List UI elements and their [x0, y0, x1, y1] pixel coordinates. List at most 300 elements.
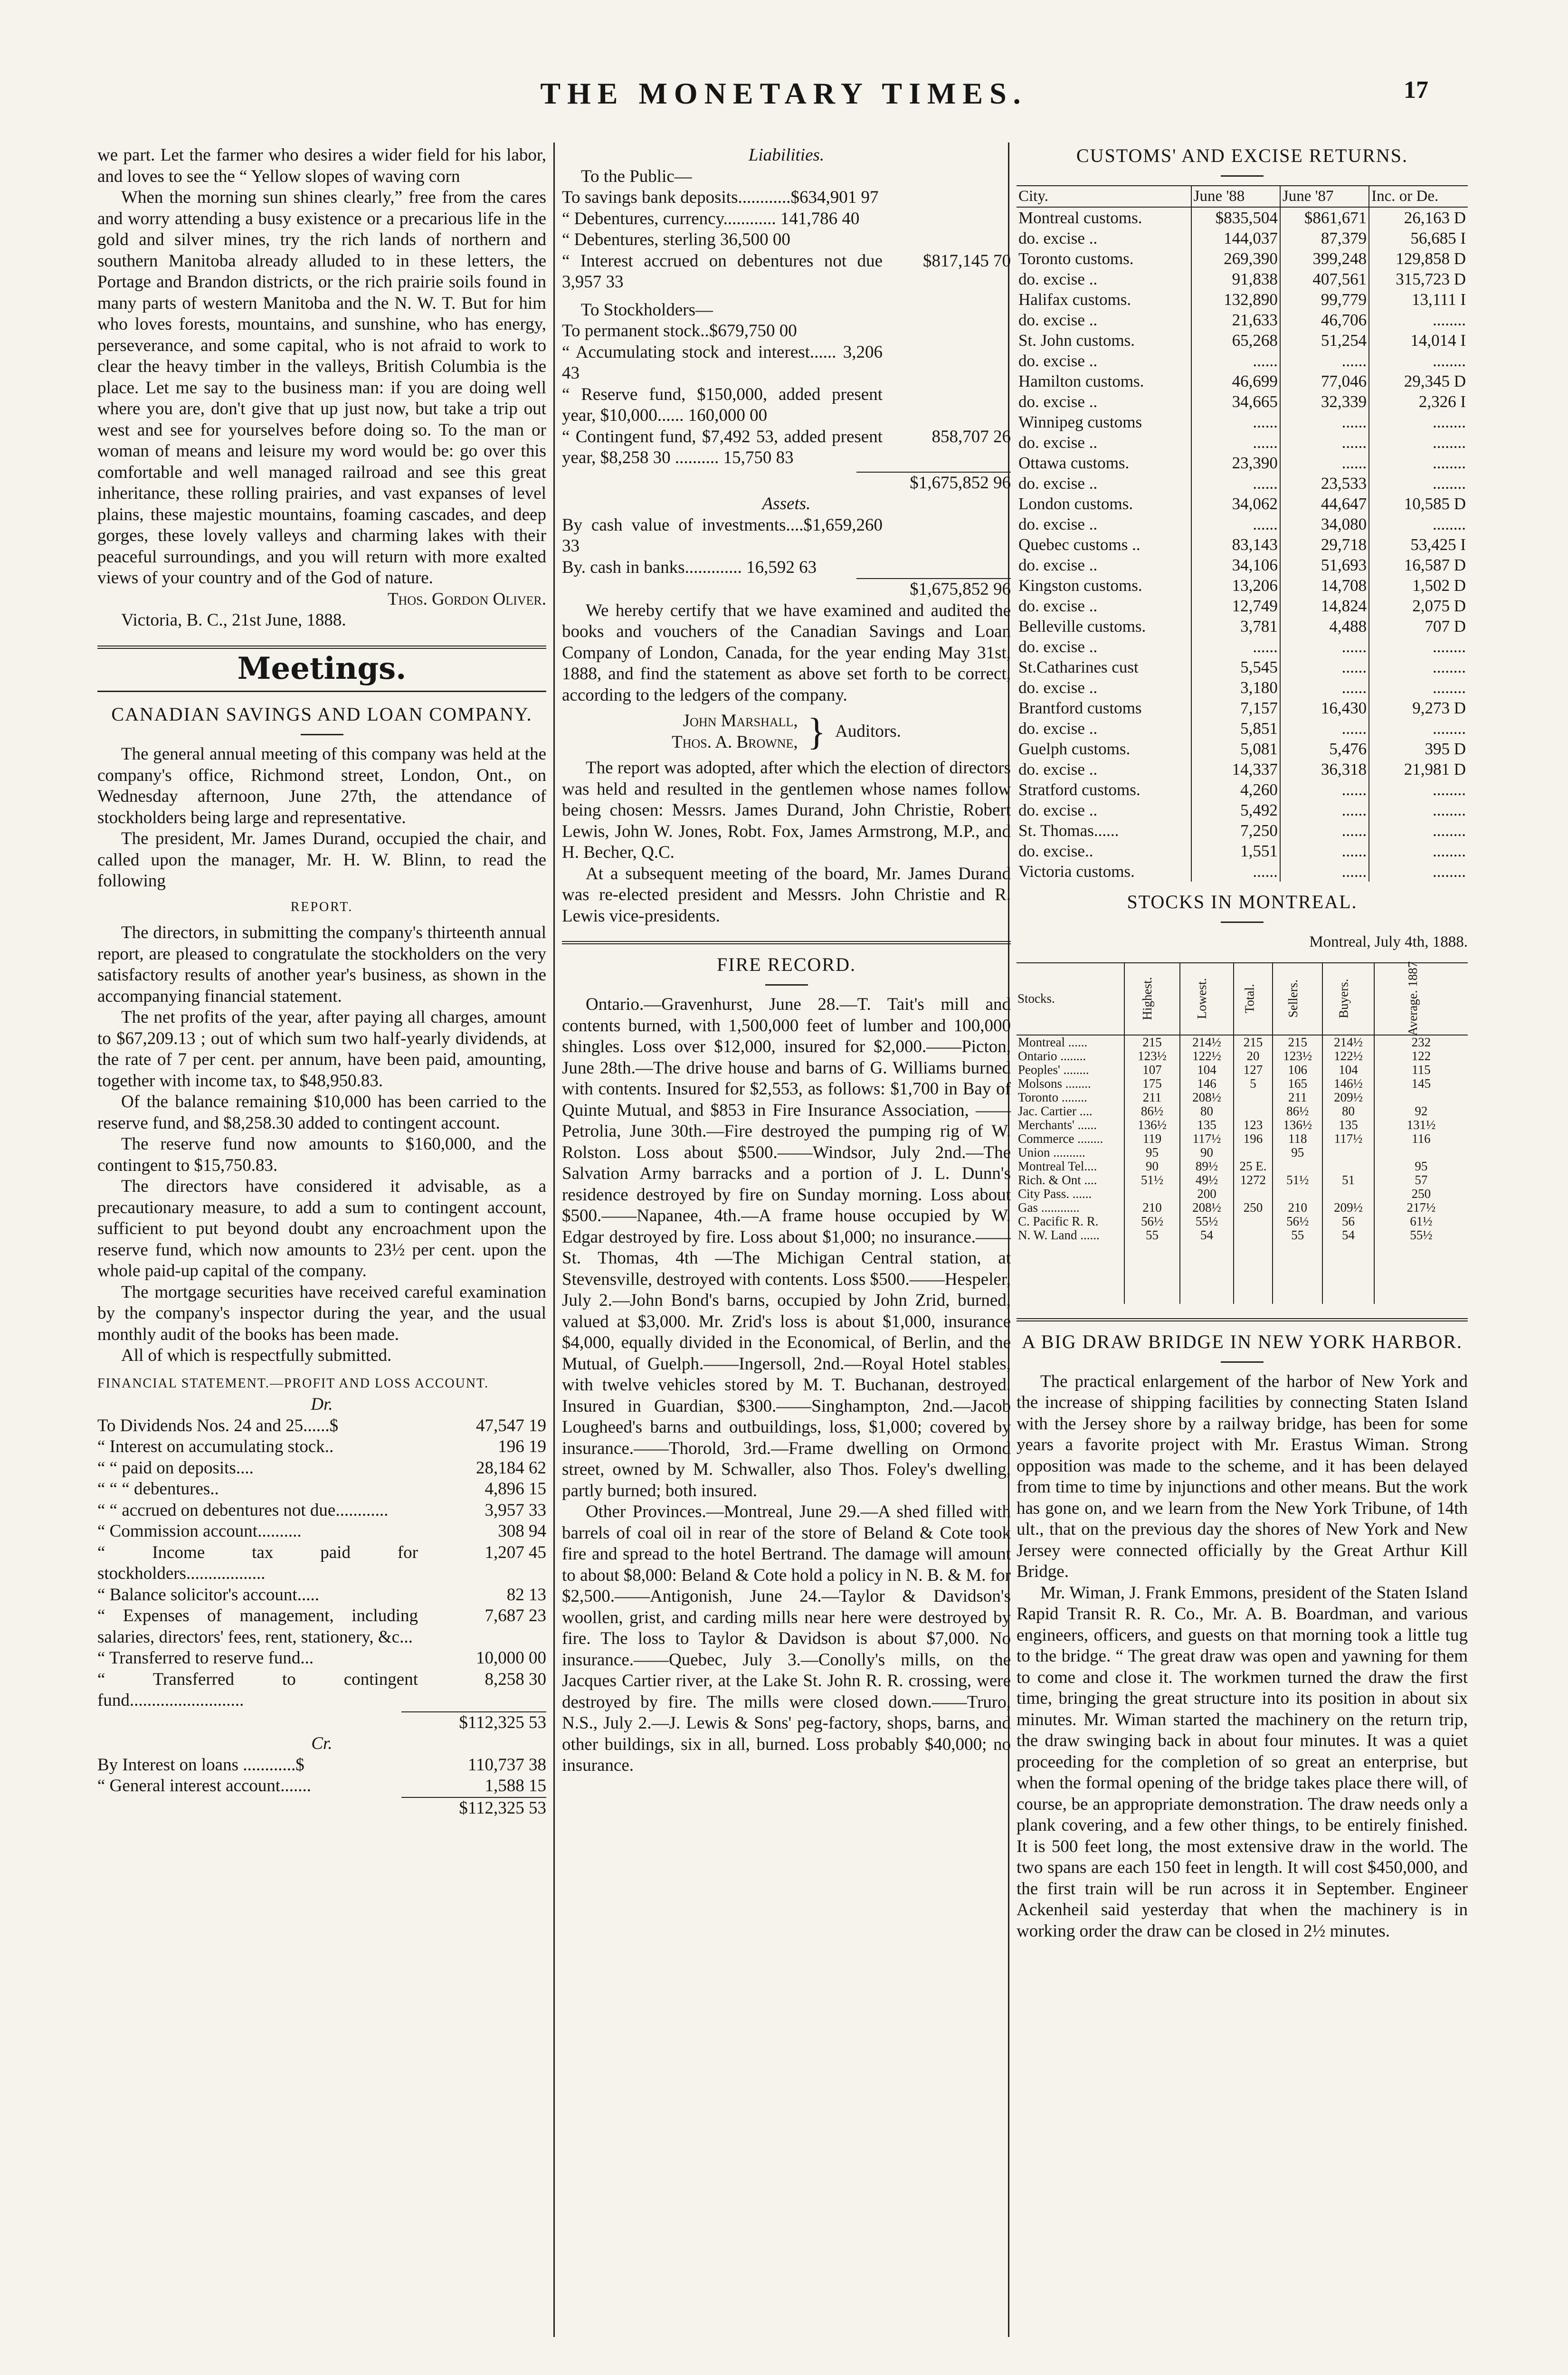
- value-cell: 122½: [1180, 1049, 1233, 1063]
- financial-statement-heading: FINANCIAL STATEMENT.—PROFIT AND LOSS ACCOUNT.: [97, 1376, 489, 1391]
- customs-row: [1017, 514, 1468, 534]
- row-label-cell: do. excise ..: [1018, 352, 1098, 370]
- value-cell: 86½: [1124, 1104, 1180, 1118]
- value-cell: ........: [1369, 514, 1468, 534]
- meeting-paragraph: The report was adopted, after which the election of directors was held and resulted in the gentlemen whose names follow being chosen: Messrs. James Durand, John Christie, Robert Lewis, John W. Jones, Robt. Fox, James Armstrong, M.P., and H. Becher, Q.C.: [562, 758, 1011, 862]
- row-label-cell: do. excise ..: [1018, 678, 1098, 697]
- letter-paragraph: we part. Let the farmer who desires a wider field for his labor, and loves to see the “ Yellow slopes of waving corn: [97, 145, 546, 186]
- value-cell: 123: [1234, 1118, 1273, 1132]
- value-cell: [1273, 1187, 1322, 1201]
- debit-line: “ Transferred to reserve fund... 10,000 00: [97, 1648, 546, 1668]
- row-label-cell: do. excise ..: [1018, 392, 1098, 411]
- value-cell: 51,254: [1280, 330, 1369, 351]
- value-cell: 2,326 I: [1369, 391, 1468, 412]
- column-header: June '88: [1191, 186, 1280, 207]
- value-cell: 395 D: [1369, 739, 1468, 759]
- value-cell: 122: [1374, 1049, 1468, 1063]
- value-cell: 23,533: [1280, 473, 1369, 494]
- row-label-cell: do. excise ..: [1018, 433, 1098, 452]
- row-label-cell: C. Pacific R. R.: [1018, 1214, 1099, 1228]
- value-cell: [1322, 1159, 1374, 1173]
- value-cell: 2,075 D: [1369, 596, 1468, 616]
- value-cell: 16,587 D: [1369, 555, 1468, 575]
- row-label-cell: do. excise ..: [1018, 597, 1098, 615]
- value-cell: [1322, 1187, 1374, 1201]
- value-cell: 5,545: [1191, 657, 1280, 677]
- value-cell: [1273, 1159, 1322, 1173]
- value-cell: 14,337: [1191, 759, 1280, 779]
- value-cell: 12,749: [1191, 596, 1280, 616]
- value-cell: 269,390: [1191, 248, 1280, 269]
- value-cell: [1234, 1146, 1273, 1159]
- value-cell: 92: [1374, 1104, 1468, 1118]
- customs-row: [1017, 351, 1468, 371]
- short-rule: [301, 734, 343, 735]
- customs-row: [1017, 391, 1468, 412]
- row-label-cell: do. excise ..: [1018, 515, 1098, 533]
- value-cell: 53,425 I: [1369, 534, 1468, 555]
- value-cell: ......: [1280, 636, 1369, 657]
- value-cell: 3,781: [1191, 616, 1280, 636]
- value-cell: 25 E.: [1234, 1159, 1273, 1173]
- report-paragraph: The mortgage securities have received careful examination by the company's inspector during the year, and the usual monthly audit of the books has been made.: [97, 1282, 546, 1344]
- value-cell: 146½: [1322, 1077, 1374, 1091]
- customs-row: [1017, 432, 1468, 453]
- value-cell: ......: [1191, 432, 1280, 453]
- empty-cell: [1322, 1242, 1374, 1304]
- value-cell: ......: [1280, 718, 1369, 739]
- value-cell: 7,250: [1191, 820, 1280, 841]
- row-label-cell: London customs.: [1018, 494, 1133, 513]
- fire-record-heading: FIRE RECORD.: [717, 954, 856, 975]
- value-cell: 90: [1180, 1146, 1233, 1159]
- row-label-cell: Ottawa customs.: [1018, 454, 1130, 472]
- customs-row: [1017, 228, 1468, 248]
- customs-row: [1017, 657, 1468, 677]
- value-cell: 707 D: [1369, 616, 1468, 636]
- report-paragraph: The directors, in submitting the company's thirteenth annual report, are pleased to congratulate the stockholders on the very satisfactory results of another year's business, as shown in the accompanying financial statement.: [97, 923, 546, 1006]
- value-cell: 4,260: [1191, 779, 1280, 800]
- column-header: Average. 1887: [1374, 963, 1468, 1035]
- row-label-cell: do. excise..: [1018, 842, 1093, 860]
- value-cell: 214½: [1180, 1035, 1233, 1049]
- value-cell: 77,046: [1280, 371, 1369, 391]
- value-cell: 208½: [1180, 1201, 1233, 1215]
- value-cell: ........: [1369, 636, 1468, 657]
- value-cell: ......: [1280, 412, 1369, 432]
- row-label-cell: Montreal customs.: [1018, 209, 1142, 227]
- value-cell: 16,430: [1280, 698, 1369, 718]
- fire-paragraph: Ontario.—Gravenhurst, June 28.—T. Tait's mill and contents burned, with 1,500,000 feet of lumber and 100,000 shingles. Loss over $12,000, insured for $2,000.——Picton, June 28th.—The drive house and barns of G. Williams burned with contents. Insured for $2,553, as follows: $1,700 in Bay of Quinte Mutual, and $853 in Fire Insurance Association, ——Petrolia, June 30th.—Fire destroyed the pumping rig of W. Rolston. Loss about $500.——Windsor, July 2nd.—The Salvation Army barracks and a portion of J. L. Dunn's residence destroyed by fire on Sunday morning. Loss about $500.——Napanee, 4th.—A frame house occupied by W. Edgar destroyed by fire. Loss about $1,000; no insurance.——St. Thomas, 4th —The Michigan Central station, at Stevensville, destroyed with contents. Loss $500.——Hespeler, July 2.—John Bond's barns, occupied by John Zrid, burned, valued at $3,000. Mr. Zrid's loss is about $1,000, insurance $4,000, equally divided in the Economical, of Berlin, and the Mutual, of Guelph.——Ingersoll, 2nd.—Royal Hotel stables, with twelve vehicles stored by M. T. Buchanan, destroyed. Insured in Guardian, $300.——Singhampton, 2nd.—Jacob Lougheed's barns and outbuildings, loss, $1,000; covered by insurance.——Thorold, 3rd.—Frame dwelling on Ormond street, owned by M. Schwaller, also Thos. Foley's dwelling, partly burned; both insured.: [562, 995, 1011, 1501]
- column-header: Buyers.: [1322, 963, 1374, 1035]
- value-cell: 32,339: [1280, 391, 1369, 412]
- report-paragraph: The net profits of the year, after paying all charges, amount to $67,209.13 ; out of which sum two half-yearly dividends, at the rate of 7 per cent. per annum, have been paid, amounting, together with income tax, to $48,950.83.: [97, 1007, 546, 1091]
- stocks-table: [1017, 962, 1468, 1304]
- customs-row: [1017, 575, 1468, 596]
- column-rule: [553, 142, 555, 2337]
- table-header-row: [1017, 963, 1468, 1035]
- customs-row: [1017, 473, 1468, 494]
- row-label-cell: Brantford customs: [1018, 699, 1142, 717]
- debit-line: To Dividends Nos. 24 and 25......$ 47,547 19: [97, 1416, 546, 1435]
- value-cell: 56: [1322, 1215, 1374, 1228]
- empty-cell: [1180, 1242, 1233, 1304]
- value-cell: [1234, 1091, 1273, 1104]
- liability-line: “ Debentures, sterling 36,500 00: [562, 230, 790, 249]
- row-label-cell: Guelph customs.: [1018, 740, 1131, 758]
- value-cell: [1234, 1104, 1273, 1118]
- value-cell: ......: [1191, 636, 1280, 657]
- value-cell: 136½: [1273, 1118, 1322, 1132]
- auditor-name: Thos. A. Browne,: [672, 732, 798, 752]
- debit-line: “ “ accrued on debentures not due............ 3,957 33: [97, 1500, 546, 1520]
- value-cell: 131½: [1374, 1118, 1468, 1132]
- customs-table: [1017, 185, 1468, 882]
- report-paragraph: Of the balance remaining $10,000 has been carried to the reserve fund, and $8,258.30 added to contingent account.: [97, 1092, 546, 1133]
- value-cell: 250: [1374, 1187, 1468, 1201]
- row-label-cell: St. Thomas......: [1018, 821, 1119, 840]
- row-label-cell: do. excise ..: [1018, 760, 1098, 779]
- customs-row: [1017, 759, 1468, 779]
- debit-line: “ Transferred to contingent fund.......................... 8,258 30: [97, 1669, 546, 1710]
- row-label-cell: do. excise ..: [1018, 229, 1098, 247]
- value-cell: 215: [1273, 1035, 1322, 1049]
- value-cell: ......: [1191, 473, 1280, 494]
- short-rule: [765, 984, 808, 986]
- table-spacer-row: [1017, 1242, 1468, 1304]
- value-cell: 210: [1124, 1201, 1180, 1215]
- debit-lines: [97, 1416, 546, 1711]
- row-label-cell: Quebec customs ..: [1018, 535, 1140, 554]
- report-paragraph: All of which is respectfully submitted.: [121, 1346, 392, 1365]
- value-cell: 196: [1234, 1132, 1273, 1146]
- customs-row: [1017, 269, 1468, 289]
- value-cell: 80: [1322, 1104, 1374, 1118]
- customs-row: [1017, 616, 1468, 636]
- value-cell: 29,718: [1280, 534, 1369, 555]
- value-cell: ........: [1369, 779, 1468, 800]
- value-cell: 209½: [1322, 1201, 1374, 1215]
- liability-line: To savings bank deposits............$634,901 97: [562, 188, 879, 207]
- stockholder-line: “ Reserve fund, $150,000, added present year, $10,000...... 160,000 00: [562, 384, 883, 425]
- value-cell: ........: [1369, 453, 1468, 473]
- stock-row: [1017, 1215, 1468, 1228]
- debit-line: “ Income tax paid for stockholders.................. 1,207 45: [97, 1542, 546, 1583]
- column-header: Total.: [1234, 963, 1273, 1035]
- value-cell: 122½: [1322, 1049, 1374, 1063]
- value-cell: 5,081: [1191, 739, 1280, 759]
- customs-row: [1017, 596, 1468, 616]
- value-cell: 208½: [1180, 1091, 1233, 1104]
- value-cell: 34,080: [1280, 514, 1369, 534]
- value-cell: 1,551: [1191, 841, 1280, 861]
- value-cell: [1234, 1187, 1273, 1201]
- meeting-paragraph: At a subsequent meeting of the board, Mr. James Durand was re-elected president and Messrs. John Christie and R. Lewis vice-presidents.: [562, 864, 1011, 926]
- value-cell: 91,838: [1191, 269, 1280, 289]
- value-cell: ......: [1280, 861, 1369, 882]
- value-cell: ......: [1280, 432, 1369, 453]
- value-cell: 117½: [1180, 1132, 1233, 1146]
- value-cell: ........: [1369, 861, 1468, 882]
- short-rule: [1221, 175, 1264, 177]
- value-cell: 9,273 D: [1369, 698, 1468, 718]
- customs-row: [1017, 330, 1468, 351]
- value-cell: 51: [1322, 1173, 1374, 1187]
- asset-line: By cash value of investments....$1,659,260 33: [562, 515, 883, 556]
- value-cell: 55½: [1374, 1228, 1468, 1242]
- value-cell: 250: [1234, 1201, 1273, 1215]
- value-cell: 87,379: [1280, 228, 1369, 248]
- value-cell: 26,163 D: [1369, 207, 1468, 228]
- liabilities-label: Liabilities.: [748, 145, 825, 165]
- value-cell: 83,143: [1191, 534, 1280, 555]
- report-paragraph: The reserve fund now amounts to $160,000, and the contingent to $15,750.83.: [97, 1134, 546, 1175]
- value-cell: [1374, 1146, 1468, 1159]
- row-label-cell: do. excise ..: [1018, 719, 1098, 738]
- section-divider: [1017, 1318, 1468, 1321]
- value-cell: ......: [1280, 800, 1369, 820]
- value-cell: 118: [1273, 1132, 1322, 1146]
- row-label-cell: N. W. Land ......: [1018, 1227, 1100, 1242]
- value-cell: 95: [1124, 1146, 1180, 1159]
- short-rule: [1221, 922, 1264, 923]
- short-rule: [1221, 1361, 1264, 1363]
- liabilities-total: $1,675,852 96: [856, 472, 1011, 494]
- value-cell: 132,890: [1191, 289, 1280, 310]
- debit-line: “ “ paid on deposits.... 28,184 62: [97, 1458, 546, 1478]
- row-label-cell: Molsons ........: [1018, 1076, 1091, 1091]
- meeting-paragraph: The general annual meeting of this company was held at the company's office, Richmond street, London, Ont., on Wednesday afternoon, June 27th, the attendance of stockholders being large and representative.: [97, 744, 546, 827]
- value-cell: 115: [1374, 1063, 1468, 1077]
- row-label-cell: Union ..........: [1018, 1145, 1085, 1159]
- section-divider: [562, 941, 1011, 944]
- value-cell: 1272: [1234, 1173, 1273, 1187]
- value-cell: 106: [1273, 1063, 1322, 1077]
- value-cell: 209½: [1322, 1091, 1374, 1104]
- public-label: To the Public—: [581, 166, 692, 186]
- row-label-cell: do. excise ..: [1018, 556, 1098, 574]
- customs-row: [1017, 636, 1468, 657]
- audit-certificate: We hereby certify that we have examined and audited the books and vouchers of the Canadian Savings and Loan Company of London, Canada, for the year ending May 31st, 1888, and find the statement as above set forth to be correct, according to the ledgers of the company.: [562, 600, 1011, 705]
- value-cell: 51½: [1124, 1173, 1180, 1187]
- customs-row: [1017, 207, 1468, 228]
- report-paragraph: The directors have considered it advisable, as a precautionary measure, to add a sum to contingent account, sufficient to put beyond doubt any encroachment upon the reserve fund, which now amounts to 23½ per cent. upon the whole paid-up capital of the company.: [97, 1177, 546, 1281]
- value-cell: 56½: [1124, 1215, 1180, 1228]
- empty-cell: [1124, 1242, 1180, 1304]
- row-label-cell: Kingston customs.: [1018, 576, 1142, 595]
- section-divider: [97, 691, 546, 692]
- value-cell: 10,585 D: [1369, 494, 1468, 514]
- value-cell: 5,851: [1191, 718, 1280, 739]
- stock-row: [1017, 1146, 1468, 1159]
- value-cell: 104: [1180, 1063, 1233, 1077]
- debit-line: “ Interest on accumulating stock.. 196 19: [97, 1437, 546, 1456]
- value-cell: 3,180: [1191, 677, 1280, 698]
- value-cell: 104: [1322, 1063, 1374, 1077]
- stock-row: [1017, 1063, 1468, 1077]
- value-cell: 95: [1273, 1146, 1322, 1159]
- column-header: City.: [1017, 186, 1191, 207]
- row-label-cell: do. excise ..: [1018, 311, 1098, 329]
- value-cell: 135: [1322, 1118, 1374, 1132]
- stockholder-line: “ Accumulating stock and interest...... 3,206 43: [562, 342, 883, 383]
- auditor-name: John Marshall,: [683, 711, 798, 731]
- value-cell: 123½: [1273, 1049, 1322, 1063]
- stocks-heading: STOCKS IN MONTREAL.: [1127, 891, 1358, 912]
- value-cell: 54: [1180, 1228, 1233, 1242]
- meetings-heading: Meetings.: [237, 650, 407, 686]
- value-cell: 21,981 D: [1369, 759, 1468, 779]
- value-cell: ........: [1369, 310, 1468, 330]
- value-cell: 14,708: [1280, 575, 1369, 596]
- value-cell: 14,014 I: [1369, 330, 1468, 351]
- value-cell: ......: [1191, 351, 1280, 371]
- stockholder-line: To permanent stock..$679,750 00: [562, 321, 797, 341]
- masthead-title: THE MONETARY TIMES.: [540, 76, 1027, 110]
- value-cell: 86½: [1273, 1104, 1322, 1118]
- value-cell: ........: [1369, 412, 1468, 432]
- column-header: Sellers.: [1273, 963, 1322, 1035]
- row-label-cell: Peoples' ........: [1018, 1062, 1089, 1077]
- value-cell: 107: [1124, 1063, 1180, 1077]
- row-label-cell: Toronto customs.: [1018, 249, 1134, 268]
- customs-row: [1017, 841, 1468, 861]
- report-label: REPORT.: [290, 899, 353, 914]
- value-cell: ........: [1369, 657, 1468, 677]
- section-divider: [97, 646, 546, 649]
- debit-line: “ “ “ debentures.. 4,896 15: [97, 1479, 546, 1499]
- debit-total: $112,325 53: [401, 1711, 546, 1734]
- customs-row: [1017, 534, 1468, 555]
- value-cell: 232: [1374, 1035, 1468, 1049]
- row-label-cell: Jac. Cartier ....: [1018, 1103, 1093, 1118]
- stock-row: [1017, 1077, 1468, 1091]
- value-cell: 1,502 D: [1369, 575, 1468, 596]
- value-cell: $861,671: [1280, 207, 1369, 228]
- value-cell: ......: [1280, 677, 1369, 698]
- value-cell: ......: [1191, 412, 1280, 432]
- row-label-cell: Montreal Tel....: [1018, 1159, 1097, 1173]
- value-cell: $835,504: [1191, 207, 1280, 228]
- value-cell: 80: [1180, 1104, 1233, 1118]
- value-cell: ......: [1280, 657, 1369, 677]
- value-cell: 13,206: [1191, 575, 1280, 596]
- letter-paragraph: When the morning sun shines clearly,” free from the cares and worry attending a busy existence or a precarious life in the gold and silver mines, try the rich lands of northern and southern Manitoba already alluded to in these letters, the Portage and Brandon districts, or the rich prairie soils found in many parts of western Manitoba and the N. W. T. But for him who loves forests, mountains, and sunshine, who has energy, perseverance, and some capital, who is not afraid to work to clear the heavy timber in the valleys, British Columbia is the place. Let me say to the business man: if you are doing well where you are, don't give that up just now, but take a trip out west and see for yourselves before doing so. To the man or woman of means and leisure my word would be: go over this comfortable and well managed railroad and see this great inheritance, these rolling prairies, and vast expanses of level plains, these majestic mountains, foaming cascades, and deep gorges, these lovely valleys and charming lakes with their peaceful surroundings, and you will return with more exalted views of your country and of the God of nature.: [97, 188, 546, 588]
- stock-row: [1017, 1132, 1468, 1146]
- customs-row: [1017, 412, 1468, 432]
- column-header: June '87: [1280, 186, 1369, 207]
- value-cell: 20: [1234, 1049, 1273, 1063]
- value-cell: 315,723 D: [1369, 269, 1468, 289]
- auditors-block: [562, 711, 1011, 753]
- value-cell: 5,476: [1280, 739, 1369, 759]
- value-cell: 56,685 I: [1369, 228, 1468, 248]
- bridge-paragraph: Mr. Wiman, J. Frank Emmons, president of the Staten Island Rapid Transit R. R. Co., Mr. A. B. Boardman, and various engineers, officers, and guests on that morning took a little tug to the bridge. “ The great draw was open and yawning for them to come and close it. The workmen turned the draw the first time, bringing the great structure into its position in about six minutes. Mr. Wiman started the machinery on the return trip, the draw swinging back in about four minutes. It was a quiet proceeding for the completion of so great an enterprise, but when the formal opening of the bridge takes place there will, of course, be an appropriate demonstration. The draw needs only a plank covering, and a few other things, to be entirely finished. It is 500 feet long, the most extensive draw in the world. The two spans are each 150 feet in length. It will cost $450,000, and the first train will be run across it in September. Engineer Ackenheil said yesterday that when the machinery is in working order the draw can be closed in 2½ minutes.: [1017, 1583, 1468, 1941]
- customs-row: [1017, 289, 1468, 310]
- stockholders-label: To Stockholders—: [581, 300, 713, 320]
- row-label-cell: Stratford customs.: [1018, 780, 1140, 799]
- value-cell: 129,858 D: [1369, 248, 1468, 269]
- stock-row: [1017, 1091, 1468, 1104]
- debit-line: “ Commission account.......... 308 94: [97, 1521, 546, 1541]
- customs-row: [1017, 779, 1468, 800]
- customs-row: [1017, 698, 1468, 718]
- company-heading: CANADIAN SAVINGS AND LOAN COMPANY.: [111, 703, 532, 725]
- value-cell: 119: [1124, 1132, 1180, 1146]
- stock-row: [1017, 1201, 1468, 1215]
- table-header-row: [1017, 186, 1468, 207]
- value-cell: 34,106: [1191, 555, 1280, 575]
- value-cell: 211: [1273, 1091, 1322, 1104]
- customs-row: [1017, 248, 1468, 269]
- value-cell: ........: [1369, 351, 1468, 371]
- row-label-cell: do. excise ..: [1018, 801, 1098, 819]
- value-cell: ........: [1369, 800, 1468, 820]
- value-cell: [1234, 1228, 1273, 1242]
- fire-paragraph: Other Provinces.—Montreal, June 29.—A shed filled with barrels of coal oil in rear of the store of Beland & Cote took fire and spread to the hotel Bertrand. The damage will amount to about $8,000: Beland & Cote hold a policy in N. B. & M. for $2,500.——Antigonish, June 24.—Taylor & Davidson's woollen, grist, and carding mills near here were destroyed by fire. The loss to Taylor & Davidson is about $7,000. No insurance.——Quebec, July 3.—Conolly's mills, on the Jacques Cartier river, at the Lake St. John R. R. crossing, were destroyed by fire. The mills were closed down.——Truro, N.S., July 2.—J. Lewis & Sons' peg-factory, shops, barns, and other buildings, six in all, burned. Loss probably $40,000; no insurance.: [562, 1502, 1011, 1775]
- liability-line: “ Interest accrued on debentures not due 3,957 33 $817,145 70: [562, 251, 1011, 292]
- customs-row: [1017, 861, 1468, 882]
- value-cell: 51½: [1273, 1173, 1322, 1187]
- stockholder-line: “ Contingent fund, $7,492 53, added present year, $8,258 30 .......... 15,750 83 858,707 26: [562, 427, 1011, 467]
- value-cell: ........: [1369, 820, 1468, 841]
- value-cell: 136½: [1124, 1118, 1180, 1132]
- value-cell: 407,561: [1280, 269, 1369, 289]
- empty-cell: [1374, 1242, 1468, 1304]
- value-cell: 399,248: [1280, 248, 1369, 269]
- value-cell: 55: [1124, 1228, 1180, 1242]
- customs-row: [1017, 739, 1468, 759]
- value-cell: 46,706: [1280, 310, 1369, 330]
- customs-row: [1017, 453, 1468, 473]
- credit-line: “ General interest account....... 1,588 15: [97, 1776, 546, 1796]
- value-cell: ......: [1280, 351, 1369, 371]
- row-label-cell: Montreal ......: [1018, 1035, 1088, 1049]
- value-cell: ........: [1369, 473, 1468, 494]
- brace-glyph: }: [807, 711, 826, 753]
- value-cell: 46,699: [1191, 371, 1280, 391]
- value-cell: ......: [1191, 514, 1280, 534]
- value-cell: 55: [1273, 1228, 1322, 1242]
- value-cell: 116: [1374, 1132, 1468, 1146]
- stock-row: [1017, 1159, 1468, 1173]
- customs-row: [1017, 820, 1468, 841]
- auditors-label: Auditors.: [835, 722, 901, 741]
- stock-row: [1017, 1173, 1468, 1187]
- debit-line: “ Expenses of management, including salaries, directors' fees, rent, stationery, &c... 7,687 23: [97, 1606, 546, 1647]
- row-label-cell: Hamilton customs.: [1018, 372, 1144, 390]
- debit-line: “ Balance solicitor's account..... 82 13: [97, 1585, 546, 1605]
- value-cell: 127: [1234, 1063, 1273, 1077]
- value-cell: ........: [1369, 841, 1468, 861]
- value-cell: 34,665: [1191, 391, 1280, 412]
- debit-label: Dr.: [311, 1395, 333, 1414]
- value-cell: 56½: [1273, 1215, 1322, 1228]
- value-cell: 117½: [1322, 1132, 1374, 1146]
- value-cell: 61½: [1374, 1215, 1468, 1228]
- value-cell: 215: [1234, 1035, 1273, 1049]
- value-cell: 175: [1124, 1077, 1180, 1091]
- column-two: [562, 145, 1011, 1776]
- value-cell: 200: [1180, 1187, 1233, 1201]
- value-cell: 55½: [1180, 1215, 1233, 1228]
- credit-line: By Interest on loans ............$ 110,737 38: [97, 1755, 546, 1775]
- value-cell: 57: [1374, 1173, 1468, 1187]
- row-label-cell: Merchants' ......: [1018, 1117, 1097, 1132]
- value-cell: 23,390: [1191, 453, 1280, 473]
- customs-row: [1017, 310, 1468, 330]
- value-cell: 49½: [1180, 1173, 1233, 1187]
